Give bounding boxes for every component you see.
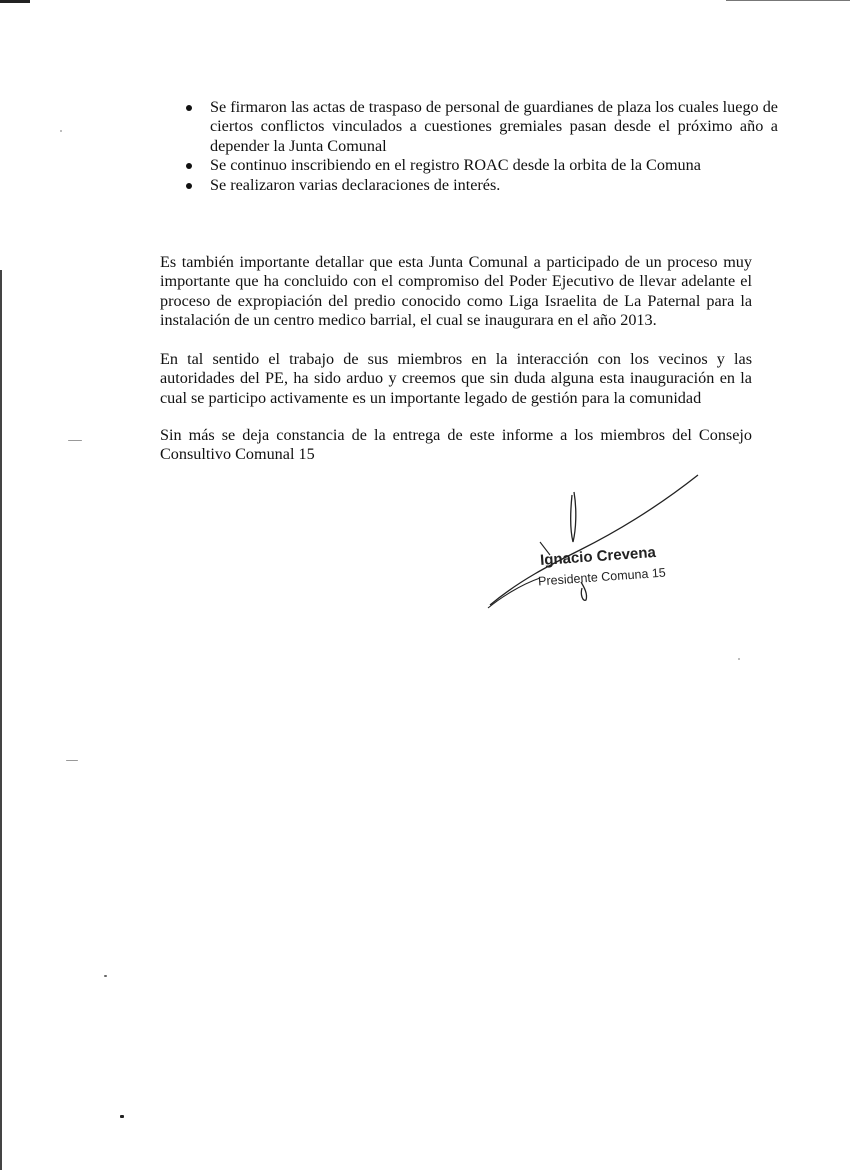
signatory-role: Presidente Comuna 15 — [537, 565, 667, 589]
scan-speck — [738, 658, 740, 660]
paragraph-expropiacion: Es también importante detallar que esta Junta Comunal a participado de un proceso muy importante que ha concluido con el compromiso del Poder Ejecutivo de llevar adelante el proceso de expropiación del predio conocido como Liga Israelita de La Paternal para la instalación de un centro medico barrial, el cual se inaugurara en el año 2013. — [160, 253, 752, 330]
scan-speck — [66, 760, 78, 761]
scan-speck — [68, 440, 82, 441]
bullet-item: Se continuo inscribiendo en el registro ROAC desde la orbita de la Comuna — [210, 156, 778, 175]
scan-edge-mark-left — [0, 270, 2, 1170]
scan-speck — [120, 1115, 124, 1118]
scan-edge-mark-top-left — [0, 0, 30, 3]
bullet-item: Se firmaron las actas de traspaso de personal de guardianes de plaza los cuales luego de ciertos conflictos vinculados a cuestiones gremiales pasan desde el próximo año a depender la Junta Comunal — [210, 98, 778, 155]
scan-edge-mark-top-right — [726, 0, 850, 1]
paragraph-trabajo: En tal sentido el trabajo de sus miembros en la interacción con los vecinos y las autoridades del PE, ha sido arduo y creemos que sin duda alguna esta inauguración en la cual se participo activamente es un importante legado de gestión para la comunidad — [160, 350, 752, 407]
bullet-list — [184, 98, 778, 195]
signatory-name: Ignacio Crevena — [539, 543, 657, 570]
scan-speck — [60, 130, 62, 132]
bullet-item: Se realizaron varias declaraciones de interés. — [210, 176, 778, 195]
scan-speck — [104, 975, 107, 977]
signature-scribble — [480, 470, 710, 620]
paragraph-cierre: Sin más se deja constancia de la entrega de este informe a los miembros del Consejo Consultivo Comunal 15 — [160, 426, 752, 464]
